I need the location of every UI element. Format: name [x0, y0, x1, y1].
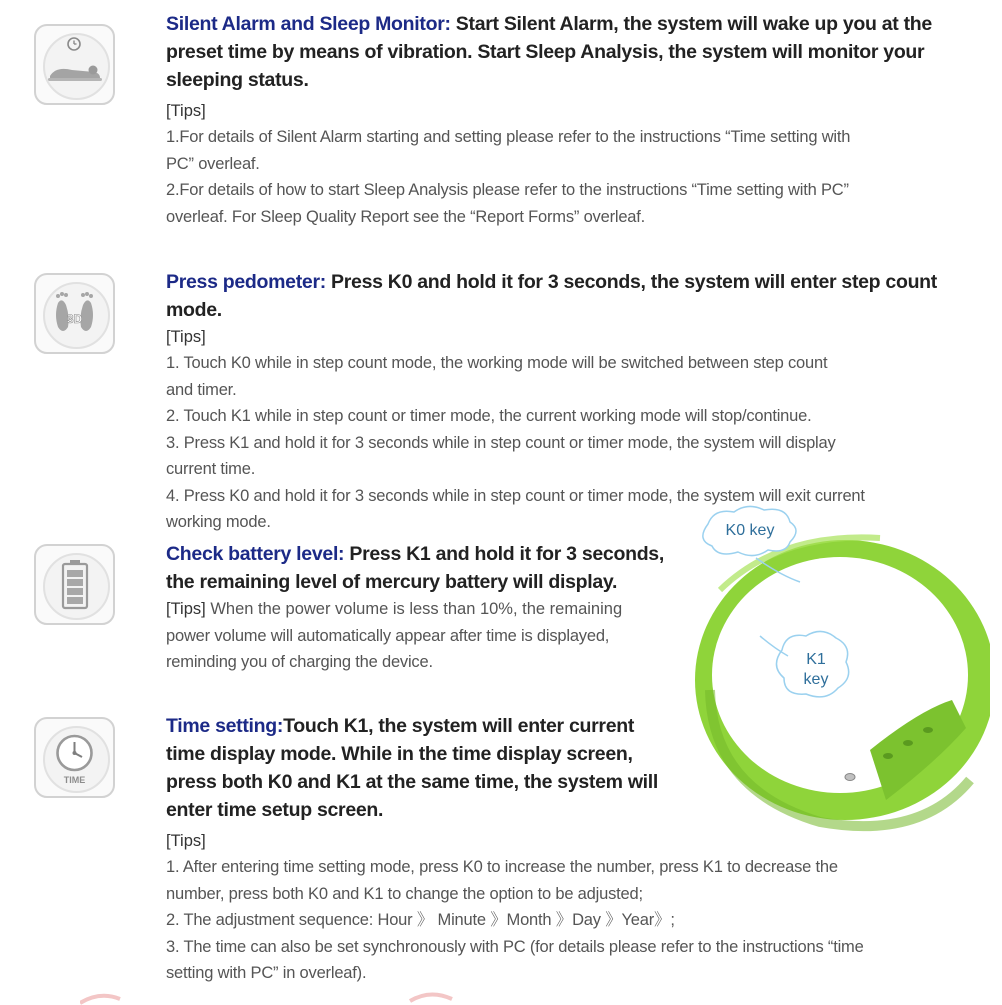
tips-label: [Tips]: [166, 328, 206, 346]
heading-text-2: preset time by means of vibration. Start Sleep Analysis, the system will monitor your: [166, 41, 925, 63]
heading-text-3: press both K0 and K1 at the same time, the system will: [166, 771, 659, 793]
sleep-alarm-graphic: [36, 26, 113, 103]
tips-label: [Tips]: [166, 832, 206, 850]
footprints-3d-label: 3D: [66, 312, 83, 326]
tip-line: PC” overleaf.: [166, 154, 260, 173]
tip-line: working mode.: [166, 513, 271, 531]
heading-text-1: Press K1 and hold it for 3 seconds,: [344, 543, 664, 565]
k0-key-label: K0 key: [725, 522, 775, 539]
strap-hole: [883, 753, 893, 759]
clock-graphic: [36, 719, 113, 796]
strap-hole: [923, 727, 933, 733]
clock-time-label: TIME: [63, 775, 86, 785]
heading-text-1: Touch K1, the system will enter current: [283, 715, 635, 737]
section-pedometer: [166, 268, 991, 536]
tip-line: 1.For details of Silent Alarm starting and setting please refer to the instructions “Time setting with: [166, 128, 851, 146]
heading-text-3: sleeping status.: [166, 69, 309, 91]
tip-line: 2. The adjustment sequence: Hour 》 Minute 》Month 》Day 》Year》;: [166, 911, 675, 929]
tip-line: number, press both K0 and K1 to change the option to be adjusted;: [166, 884, 643, 903]
tip-line: and timer.: [166, 380, 237, 399]
strap-clasp-pin: [845, 774, 855, 781]
tip-line: 3. Press K1 and hold it for 3 seconds while in step count or timer mode, the system will display: [166, 433, 836, 452]
clock-time-icon: [34, 717, 115, 798]
section-heading: [166, 268, 991, 324]
tips-label: [Tips]: [166, 102, 206, 120]
heading-text-4: enter time setup screen.: [166, 799, 384, 821]
heading-text-2: time display mode. While in the time display screen,: [166, 743, 633, 765]
section-heading: [166, 540, 686, 596]
battery-graphic: [36, 546, 113, 623]
bracelet-illustration: [690, 500, 990, 840]
tip-line: 1. After entering time setting mode, press K0 to increase the number, press K1 to decrease the: [166, 858, 838, 876]
tip-line: 1. Touch K0 while in step count mode, the working mode will be switched between step count: [166, 354, 828, 372]
section-title: Silent Alarm and Sleep Monitor:: [166, 13, 451, 35]
tip-line: 2.For details of how to start Sleep Analysis please refer to the instructions “Time setting with PC”: [166, 181, 849, 199]
tip-line: [166, 596, 686, 623]
tip-text: When the power volume is less than 10%, the remaining: [205, 600, 623, 618]
tip-line: 3. The time can also be set synchronously with PC (for details please refer to the instructions “time: [166, 937, 864, 956]
footprints-3d-icon: [34, 273, 115, 354]
tip-line: reminding you of charging the device.: [166, 653, 433, 671]
section-silent-alarm: [166, 10, 966, 230]
section-title: Press pedometer:: [166, 271, 326, 293]
k1-key-label-line1: K1: [806, 651, 826, 668]
heading-text-1: Start Silent Alarm, the system will wake up you at the: [450, 13, 932, 35]
strap-hole: [903, 740, 913, 746]
footprints-graphic: [36, 275, 113, 352]
section-battery: [166, 540, 686, 676]
tip-line: current time.: [166, 460, 256, 478]
heading-text-2: the remaining level of mercury battery will display.: [166, 571, 618, 593]
sleep-alarm-icon: [34, 24, 115, 105]
battery-icon: [34, 544, 115, 625]
k1-key-label-line2: key: [803, 671, 829, 688]
tip-line: power volume will automatically appear after time is displayed,: [166, 626, 610, 645]
tip-line: setting with PC” in overleaf).: [166, 964, 367, 982]
heading-text-1: Press K0 and hold it for 3 seconds, the system will enter step count mode.: [166, 271, 937, 321]
section-title: Time setting:: [166, 715, 284, 737]
tip-line: 2. Touch K1 while in step count or timer mode, the current working mode will stop/continue.: [166, 407, 812, 425]
tip-line: 4. Press K0 and hold it for 3 seconds while in step count or timer mode, the system will exit current: [166, 486, 865, 505]
tip-line: overleaf. For Sleep Quality Report see the “Report Forms” overleaf.: [166, 207, 646, 226]
section-heading: [166, 10, 966, 94]
bottom-decoration: [80, 985, 500, 1005]
section-title: Check battery level:: [166, 543, 345, 565]
tips-label: [Tips]: [166, 600, 206, 618]
